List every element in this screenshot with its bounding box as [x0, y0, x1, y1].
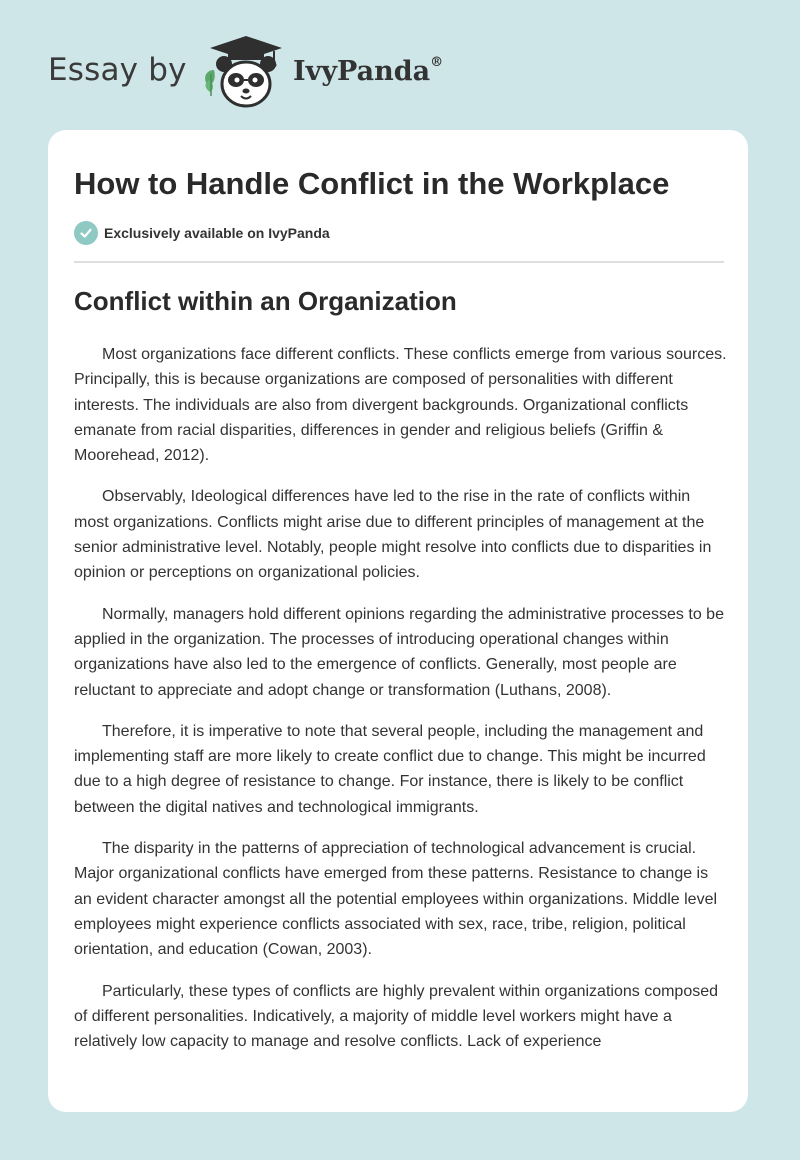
section-heading: Conflict within an Organization: [74, 286, 457, 316]
paragraph: Observably, Ideological differences have led to the rise in the rate of conflicts within most organizations. Conflicts might arise due to different principles of management at the senior administrative level. Notably, people might resolve into conflicts due to disparities in opinion or perceptions on organizational policies.: [74, 488, 712, 582]
essay-by-label: Essay by: [48, 52, 187, 88]
registered-mark: ®: [430, 55, 444, 70]
paragraph: The disparity in the patterns of appreciation of technological advancement is crucial. Major organizational conflicts have emerged from these patterns. Resistance to change is an evident character amongst all the potential employees within organizations. Middle level employees might experience conflicts associated with sex, race, tribe, religion, political orientation, and education (Cowan, 2003).: [74, 840, 718, 959]
essay-card: [48, 130, 748, 1112]
brand-name: IvyPanda®: [293, 55, 444, 87]
page-title: How to Handle Conflict in the Workplace: [74, 166, 670, 201]
site-header: [0, 0, 800, 130]
panda-graduate-icon: [200, 34, 284, 110]
check-circle-icon: [74, 221, 98, 245]
paragraph: Therefore, it is imperative to note that several people, including the management and implementing staff are more likely to create conflict due to change. This might be incurred due to a high degree of resistance to change. For instance, there is likely to be conflict between the digital natives and technological immigrants.: [74, 722, 706, 816]
badge-text: Exclusively available on IvyPanda: [104, 225, 330, 241]
essay-body: [74, 342, 728, 1070]
paragraph: Most organizations face different conflicts. These conflicts emerge from various sources. Principally, this is because organizations are composed of personalities with different interests. The individuals are also from divergent backgrounds. Organizational conflicts emanate from racial disparities, differences in gender and religious beliefs (Griffin & Moorehead, 2012).: [74, 346, 727, 465]
exclusive-badge: [74, 221, 330, 245]
paragraph: Normally, managers hold different opinions regarding the administrative processes to be applied in the organization. The processes of introducing operational changes within organizations have also led to the emergence of conflicts. Generally, most people are reluctant to appreciate and adopt change or transformation (Luthans, 2008).: [74, 605, 724, 699]
divider: [74, 261, 724, 263]
paragraph: Particularly, these types of conflicts are highly prevalent within organizations composed of different personalities. Indicatively, a majority of middle level workers might have a relatively low capacity to manage and resolve conflicts. Lack of experience: [74, 982, 719, 1051]
